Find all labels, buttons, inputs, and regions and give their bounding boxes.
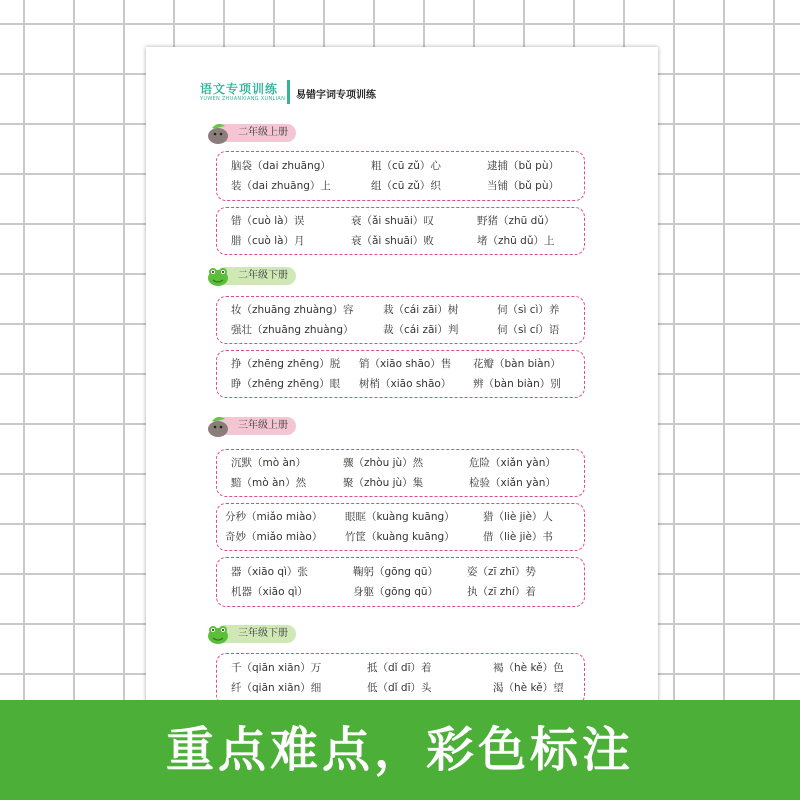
word-entry: 抵（dǐ dī）着 (367, 662, 432, 674)
word-entry: 渴（hè kě）望 (493, 682, 564, 694)
word-row (217, 178, 584, 194)
word-entry: 聚（zhòu jù）集 (343, 477, 424, 489)
banner-text: 重点难点，彩色标注 (165, 722, 634, 778)
word-entry: 沉默（mò àn） (231, 457, 307, 469)
brand-subtitle: YUWEN ZHUANXIANG XUNLIAN (200, 96, 286, 102)
word-box-2 (216, 207, 585, 255)
word-entry: 当铺（bǔ pù） (487, 180, 559, 192)
word-entry: 猎（liè jiè）人 (483, 511, 553, 523)
word-row (217, 680, 584, 696)
word-entry: 装（dai zhuāng）上 (231, 180, 331, 192)
word-entry: 褐（hè kě）色 (493, 662, 564, 674)
word-entry: 睁（zhēng zhēng）眼 (231, 378, 341, 390)
word-entry: 危险（xiǎn yàn） (469, 457, 556, 469)
word-entry: 伺（sì cí）语 (497, 324, 560, 336)
word-entry: 错（cuò là）误 (231, 215, 305, 227)
word-entry: 野猪（zhū dǔ） (477, 215, 555, 227)
promo-banner (0, 700, 800, 800)
word-entry: 销（xiāo shāo）售 (359, 358, 452, 370)
word-row (217, 356, 584, 372)
word-box-4 (216, 350, 585, 398)
word-entry: 鞠躬（gōng qū） (353, 566, 439, 578)
workbook-page (146, 47, 658, 727)
word-entry: 衰（ǎi shuāi）叹 (351, 215, 434, 227)
word-row (217, 475, 584, 491)
brand-divider (287, 80, 290, 104)
word-box-7 (216, 557, 585, 607)
word-row (217, 455, 584, 471)
word-entry: 强壮（zhuāng zhuàng） (231, 324, 354, 336)
grade-label: 三年级下册 (216, 625, 296, 643)
word-entry: 栽（cái zāi）树 (383, 304, 459, 316)
word-entry: 挣（zhēng zhēng）脱 (231, 358, 341, 370)
word-entry: 堵（zhū dǔ）上 (477, 235, 555, 247)
word-entry: 分秒（miǎo miào） (225, 511, 323, 523)
word-entry: 执（zī zhí）着 (467, 586, 536, 598)
stone-mascot-icon (206, 121, 230, 145)
word-entry: 腊（cuò là）月 (231, 235, 305, 247)
stone-mascot-icon (206, 414, 230, 438)
word-entry: 纤（qiān xiān）细 (231, 682, 322, 694)
word-entry: 借（liè jiè）书 (483, 531, 553, 543)
page-title: 易错字词专项训练 (296, 90, 376, 101)
grade-label: 三年级上册 (216, 417, 296, 435)
grade-label: 二年级上册 (216, 124, 296, 142)
word-entry: 衰（ǎi shuāi）败 (351, 235, 434, 247)
frog-mascot-icon (206, 264, 230, 288)
word-entry: 黯（mò àn）然 (231, 477, 307, 489)
word-row (217, 302, 584, 318)
word-entry: 逮捕（bǔ pù） (487, 160, 559, 172)
word-entry: 辨（bàn biàn）别 (473, 378, 561, 390)
word-box-8 (216, 653, 585, 705)
word-entry: 竹筐（kuàng kuāng） (345, 531, 455, 543)
word-entry: 低（dǐ dī）头 (367, 682, 432, 694)
word-entry: 姿（zī zhī）势 (467, 566, 536, 578)
word-row (217, 213, 584, 229)
word-entry: 粗（cū zǔ）心 (371, 160, 441, 172)
word-row (217, 509, 584, 525)
word-row (217, 158, 584, 174)
word-entry: 裁（cái zāi）判 (383, 324, 459, 336)
grade-label: 二年级下册 (216, 267, 296, 285)
word-entry: 眼眶（kuàng kuāng） (345, 511, 455, 523)
word-box-1 (216, 151, 585, 201)
word-row (217, 233, 584, 249)
word-entry: 检验（xiǎn yàn） (469, 477, 556, 489)
word-row (217, 584, 584, 600)
word-box-5 (216, 449, 585, 497)
word-entry: 骤（zhòu jù）然 (343, 457, 424, 469)
word-entry: 树梢（xiāo shāo） (359, 378, 452, 390)
word-row (217, 376, 584, 392)
word-entry: 身躯（gōng qū） (353, 586, 439, 598)
word-row (217, 564, 584, 580)
frog-mascot-icon (206, 622, 230, 646)
word-box-3 (216, 296, 585, 344)
word-entry: 伺（sì cì）养 (497, 304, 560, 316)
word-box-6 (216, 503, 585, 551)
word-row (217, 322, 584, 338)
word-row (217, 660, 584, 676)
word-entry: 花瓣（bàn biàn） (473, 358, 561, 370)
word-entry: 组（cū zǔ）织 (371, 180, 441, 192)
word-entry: 器（xiāo qì）张 (231, 566, 308, 578)
word-entry: 奇妙（miǎo miào） (225, 531, 323, 543)
word-entry: 脑袋（dai zhuāng） (231, 160, 331, 172)
brand-title: 语文专项训练 (200, 82, 279, 96)
word-entry: 妆（zhuāng zhuàng）容 (231, 304, 354, 316)
word-entry: 千（qiān xiān）万 (231, 662, 322, 674)
word-entry: 机器（xiāo qì） (231, 586, 308, 598)
word-row (217, 529, 584, 545)
